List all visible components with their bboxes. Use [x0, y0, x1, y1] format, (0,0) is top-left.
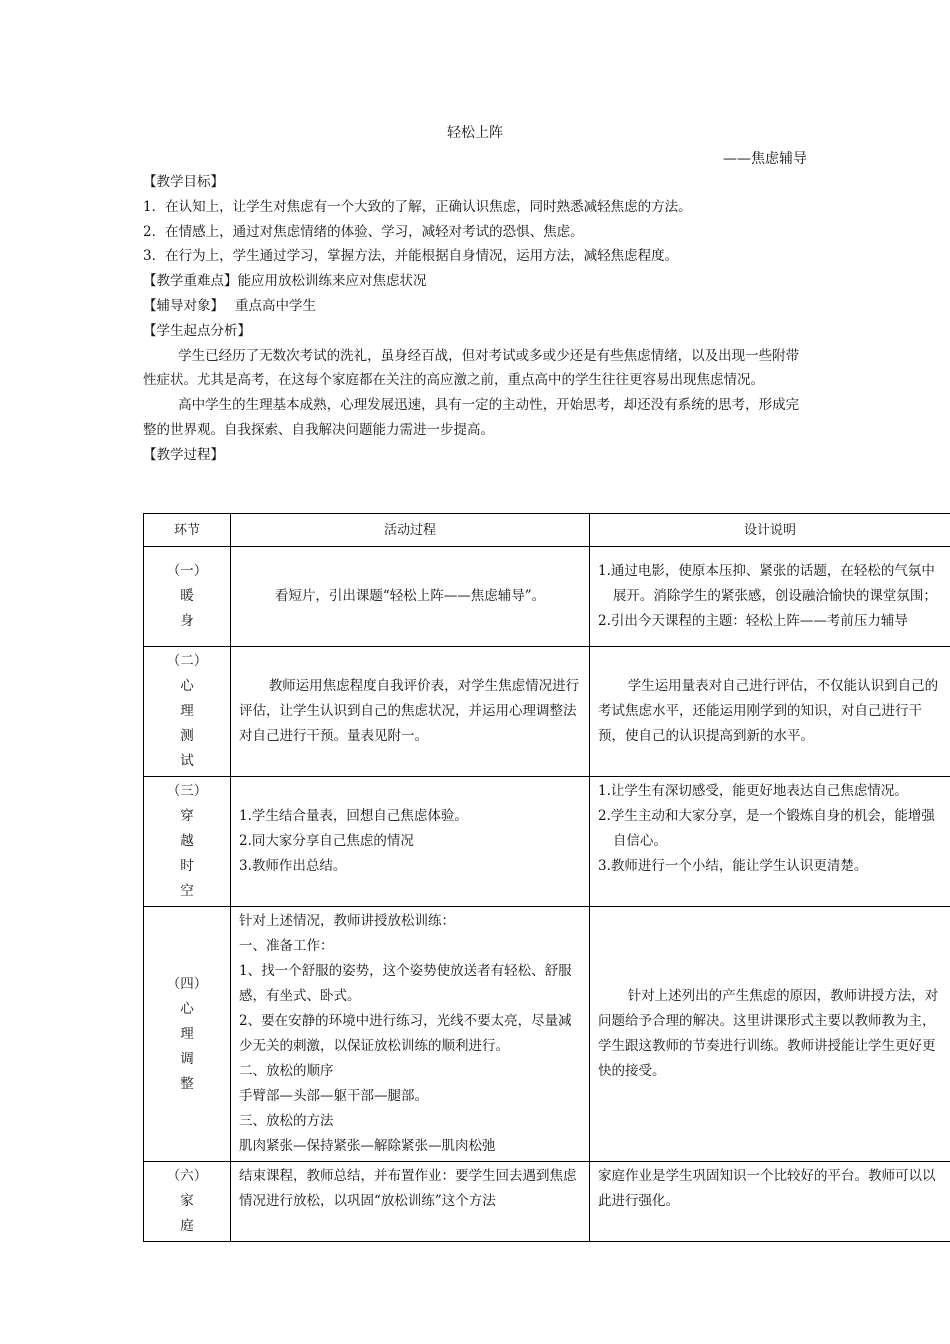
key-points: 【教学重难点】能应用放松训练来应对焦虑状况 — [143, 273, 427, 290]
activity-text: 2、要在安静的环境中进行练习，光线不要太亮，尽量减少无关的刺激，以保证放松训练的顺利进行。 — [239, 1013, 572, 1054]
activity-text: 教师运用焦虑程度自我评价表，对学生焦虑情况进行评估，让学生认识到自己的焦虑状况，并运用心理调整法对自己进行干预。量表见附一。 — [239, 678, 580, 744]
design-cell — [590, 647, 950, 777]
process-heading: 【教学过程】 — [143, 446, 224, 463]
table-header-row — [144, 514, 950, 547]
stage-text: （四） — [166, 975, 208, 992]
document-title: 轻松上阵 — [447, 125, 503, 141]
header-design: 设计说明 — [590, 514, 950, 547]
stage-text: 家 — [180, 1193, 194, 1209]
stage-cell — [144, 547, 231, 647]
table-row — [144, 647, 950, 777]
design-text: 1.让学生有深切感受，能更好地表达自己焦虑情况。 — [598, 783, 908, 799]
activity-cell — [231, 907, 590, 1162]
activity-text: 看短片，引出课题“轻松上阵——焦虑辅导”。 — [274, 588, 546, 604]
table-row — [144, 907, 950, 1162]
stage-cell — [144, 777, 231, 907]
objective-item: 3．在行为上，学生通过学习，掌握方法，并能根据自身情况，运用方法，减轻焦虑程度。 — [143, 248, 679, 265]
activity-text: 手臂部—头部—躯干部—腿部。 — [239, 1088, 428, 1104]
design-text: 2.学生主动和大家分享，是一个锻炼自身的机会，能增强自信心。 — [598, 808, 935, 849]
stage-text: 穿 — [180, 808, 194, 824]
design-cell — [590, 907, 950, 1162]
stage-cell — [144, 647, 231, 777]
document-subtitle: ——焦虑辅导 — [723, 151, 807, 167]
stage-text: 时 — [180, 858, 194, 874]
design-text: 1.通过电影，使原本压抑、紧张的话题，在轻松的气氛中展开。消除学生的紧张感，创设融洽愉快的课堂氛围； — [598, 563, 937, 604]
stage-text: 空 — [180, 883, 194, 899]
stage-text: 心 — [180, 1000, 194, 1017]
analysis-paragraph: 学生已经历了无数次考试的洗礼，虽身经百战，但对考试或多或少还是有些焦虑情绪，以及出现一些附带性症状。尤其是高考，在这每个家庭都在关注的高应激之前，重点高中的学生往往更容易出现焦虑情况。 — [143, 347, 800, 389]
analysis-heading: 【学生起点分析】 — [143, 322, 251, 339]
activity-text: 1、找一个舒服的姿势，这个姿势使放送者有轻松、舒服感，有坐式、卧式。 — [239, 963, 572, 1004]
stage-text: （六） — [166, 1168, 208, 1184]
stage-text: 测 — [180, 728, 194, 744]
design-cell — [590, 777, 950, 907]
stage-text: 心 — [180, 678, 194, 694]
objective-item: 2．在情感上，通过对焦虑情绪的体验、学习，减轻对考试的恐惧、焦虑。 — [143, 223, 584, 240]
header-activity: 活动过程 — [231, 514, 590, 547]
activity-cell — [231, 1162, 590, 1242]
activity-text: 二、放松的顺序 — [239, 1063, 334, 1079]
table-row — [144, 547, 950, 647]
activity-cell — [231, 547, 590, 647]
stage-text: 庭 — [180, 1218, 194, 1234]
design-text: 学生运用量表对自己进行评估，不仅能认识到自己的考试焦虑水平，还能运用刚学到的知识，对自己进行干预，使自己的认识提高到新的水平。 — [598, 678, 939, 744]
target-students: 【辅导对象】 重点高中学生 — [143, 297, 317, 314]
stage-text: 身 — [180, 613, 194, 629]
activity-text: 肌肉紧张—保持紧张—解除紧张—肌肉松弛 — [239, 1138, 496, 1154]
stage-text: 整 — [180, 1075, 194, 1092]
design-text: 2.引出今天课程的主题：轻松上阵——考前压力辅导 — [598, 613, 908, 629]
lesson-intro — [143, 170, 809, 468]
stage-text: 调 — [180, 1050, 194, 1067]
activity-cell — [231, 777, 590, 907]
stage-cell — [144, 1162, 231, 1242]
activity-text: 3.教师作出总结。 — [239, 858, 347, 874]
stage-text: 暖 — [180, 588, 194, 604]
table-row — [144, 777, 950, 907]
design-text: 针对上述列出的产生焦虑的原因，教师讲授方法，对问题给予合理的解决。这里讲课形式主要以教师教为主，学生跟这教师的节奏进行训练。教师讲授能让学生更好更快的接受。 — [598, 988, 939, 1079]
design-cell — [590, 547, 950, 647]
design-cell — [590, 1162, 950, 1242]
activity-cell — [231, 647, 590, 777]
stage-text: 试 — [180, 753, 194, 769]
objectives-heading: 【教学目标】 — [143, 174, 224, 190]
activity-text: 1.学生结合量表，回想自己焦虑体验。 — [239, 808, 468, 824]
activity-text: 针对上述情况，教师讲授放松训练： — [239, 913, 455, 929]
activity-text: 三、放松的方法 — [239, 1113, 334, 1129]
table-row — [144, 1162, 950, 1242]
stage-cell — [144, 907, 231, 1162]
objective-item: 1．在认知上，让学生对焦虑有一个大致的了解，正确认识焦虑，同时熟悉减轻焦虑的方法。 — [143, 198, 692, 215]
stage-text: 理 — [180, 703, 194, 719]
stage-text: （三） — [166, 783, 208, 799]
activity-text: 2.同大家分享自己焦虑的情况 — [239, 833, 414, 849]
stage-text: 理 — [180, 1025, 194, 1042]
stage-text: （一） — [166, 563, 208, 579]
stage-text: 越 — [180, 833, 194, 849]
activity-text: 一、准备工作： — [239, 938, 334, 954]
design-text: 家庭作业是学生巩固知识一个比较好的平台。教师可以以此进行强化。 — [598, 1168, 936, 1209]
header-stage: 环节 — [144, 514, 231, 547]
design-text: 3.教师进行一个小结，能让学生认识更清楚。 — [598, 858, 868, 874]
analysis-paragraph: 高中学生的生理基本成熟，心理发展迅速，具有一定的主动性，开始思考，却还没有系统的思考，形成完整的世界观。自我探索、自我解决问题能力需进一步提高。 — [143, 397, 800, 438]
activity-text: 结束课程，教师总结，并布置作业：要学生回去遇到焦虑情况进行放松，以巩固“放松训练”这个方法 — [239, 1168, 577, 1209]
process-table — [143, 513, 950, 1242]
stage-text: （二） — [166, 653, 208, 669]
